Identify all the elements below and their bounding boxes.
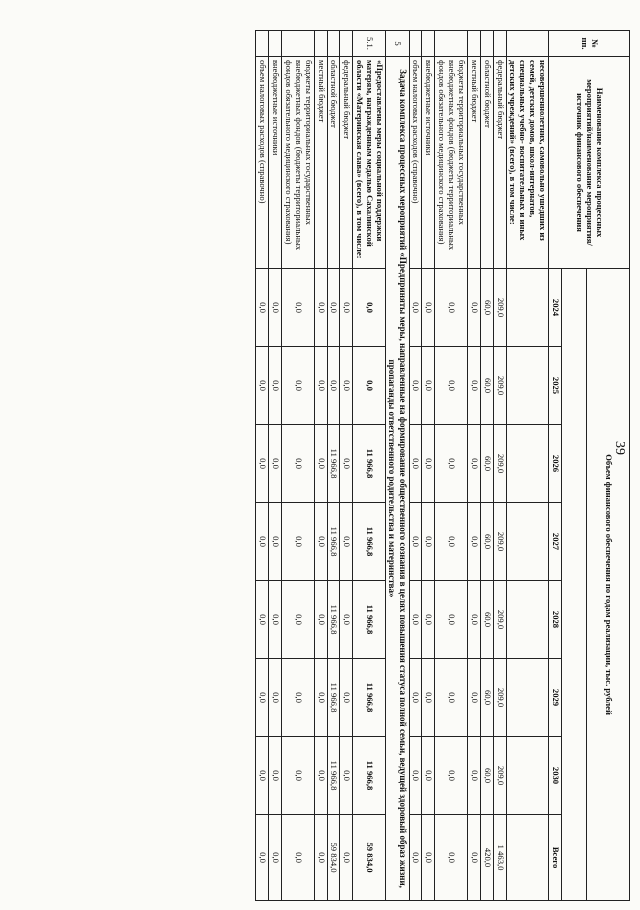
value-cell: 0,0 — [314, 503, 327, 581]
header-name: Наименование комплекса процессных мероприятий/наименование мероприятия/ источник финансового обеспечения — [549, 57, 630, 269]
row-name: объем налоговых расходов (справочно) — [409, 57, 422, 269]
value-cell: 0,0 — [422, 737, 435, 815]
value-cell — [506, 269, 549, 347]
table-row — [435, 31, 468, 901]
table-row — [353, 31, 386, 901]
table-row — [409, 31, 422, 901]
row-name: объем налоговых расходов (справочно) — [256, 57, 269, 269]
year-header: 2029 — [549, 659, 562, 737]
total-header: Всего — [549, 815, 562, 901]
row-num — [493, 31, 506, 57]
value-cell: 11 966,8 — [353, 659, 386, 737]
value-cell: 1 463,0 — [493, 815, 506, 901]
value-cell: 0,0 — [435, 737, 468, 815]
value-cell: 60,0 — [480, 503, 493, 581]
value-cell — [506, 503, 549, 581]
value-cell: 0,0 — [282, 581, 315, 659]
value-cell: 0,0 — [314, 269, 327, 347]
value-cell: 0,0 — [340, 425, 353, 503]
value-cell: 0,0 — [256, 269, 269, 347]
value-cell: 0,0 — [435, 347, 468, 425]
value-cell: 0,0 — [468, 659, 481, 737]
task-text: Задача комплекса процессных мероприятий «Предприняты меры, направленные на формирование общественного сознания в целях повышения статуса полной семьи, ведущей здоровый образ жизни, пропаганды ответственного родительства и материнства» — [385, 57, 409, 901]
value-cell: 0,0 — [353, 347, 386, 425]
value-cell: 0,0 — [435, 503, 468, 581]
table-row — [269, 31, 282, 901]
value-cell: 60,0 — [480, 425, 493, 503]
value-cell: 0,0 — [327, 347, 340, 425]
value-cell: 0,0 — [435, 269, 468, 347]
value-cell: 209,0 — [493, 503, 506, 581]
value-cell: 11 966,8 — [353, 737, 386, 815]
value-cell: 0,0 — [256, 581, 269, 659]
value-cell: 11 966,8 — [353, 503, 386, 581]
value-cell: 0,0 — [282, 269, 315, 347]
row-name: областной бюджет — [327, 57, 340, 269]
table-row — [256, 31, 269, 901]
year-header: 2027 — [549, 503, 562, 581]
value-cell: 60,0 — [480, 347, 493, 425]
header-num: № пп. — [549, 31, 630, 57]
table-row — [480, 31, 493, 901]
value-cell: 0,0 — [340, 815, 353, 901]
table-row — [468, 31, 481, 901]
value-cell: 0,0 — [340, 581, 353, 659]
task-num: 5 — [385, 31, 409, 57]
row-name: бюджеты территориальных государственных внебюджетных фондов (бюджеты территориальных фондов обязательного медицинского страхования) — [282, 57, 315, 269]
value-cell: 0,0 — [256, 425, 269, 503]
value-cell: 0,0 — [256, 659, 269, 737]
page-number: 39 — [612, 441, 627, 455]
value-cell: 11 966,8 — [327, 503, 340, 581]
value-cell: 0,0 — [435, 815, 468, 901]
table-row — [422, 31, 435, 901]
table-row — [340, 31, 353, 901]
value-cell: 60,0 — [480, 737, 493, 815]
value-cell: 11 966,8 — [353, 581, 386, 659]
row-name: внебюджетные источники — [422, 57, 435, 269]
value-cell: 0,0 — [435, 659, 468, 737]
value-cell — [506, 347, 549, 425]
value-cell: 59 834,0 — [353, 815, 386, 901]
table-header — [549, 31, 630, 901]
value-cell: 0,0 — [282, 425, 315, 503]
row-num — [327, 31, 340, 57]
value-cell: 0,0 — [409, 347, 422, 425]
value-cell: 0,0 — [314, 659, 327, 737]
year-header: 2028 — [549, 581, 562, 659]
value-cell: 0,0 — [282, 503, 315, 581]
row-name: местный бюджет — [468, 57, 481, 269]
rotated-page — [35, 30, 630, 900]
value-cell: 209,0 — [493, 581, 506, 659]
value-cell: 11 966,8 — [327, 659, 340, 737]
value-cell: 0,0 — [435, 425, 468, 503]
value-cell: 60,0 — [480, 659, 493, 737]
row-name: бюджеты территориальных государственных внебюджетных фондов (бюджеты территориальных фондов обязательного медицинского страхования) — [435, 57, 468, 269]
value-cell: 0,0 — [269, 815, 282, 901]
value-cell: 0,0 — [282, 815, 315, 901]
value-cell: 0,0 — [327, 269, 340, 347]
row-num — [282, 31, 315, 57]
value-cell: 59 834,0 — [327, 815, 340, 901]
value-cell: 209,0 — [493, 269, 506, 347]
value-cell: 0,0 — [409, 737, 422, 815]
table-row — [314, 31, 327, 901]
value-cell: 0,0 — [340, 737, 353, 815]
value-cell: 0,0 — [340, 659, 353, 737]
row-num: 5.1. — [353, 31, 386, 57]
value-cell: 0,0 — [468, 269, 481, 347]
value-cell: 0,0 — [256, 503, 269, 581]
value-cell — [506, 815, 549, 901]
header-finance: Объем финансового обеспечения по годам реализации, тыс. рублей — [587, 269, 630, 901]
value-cell: 0,0 — [256, 815, 269, 901]
year-header: 2025 — [549, 347, 562, 425]
value-cell: 0,0 — [282, 737, 315, 815]
value-cell: 0,0 — [409, 581, 422, 659]
value-cell: 0,0 — [282, 347, 315, 425]
value-cell: 0,0 — [269, 269, 282, 347]
row-name: федеральный бюджет — [340, 57, 353, 269]
value-cell: 209,0 — [493, 347, 506, 425]
value-cell: 0,0 — [340, 347, 353, 425]
row-name: федеральный бюджет — [493, 57, 506, 269]
value-cell: 0,0 — [435, 581, 468, 659]
value-cell: 0,0 — [314, 737, 327, 815]
value-cell: 0,0 — [269, 503, 282, 581]
value-cell: 0,0 — [422, 815, 435, 901]
value-cell: 0,0 — [409, 425, 422, 503]
value-cell: 209,0 — [493, 737, 506, 815]
row-name: внебюджетные источники — [269, 57, 282, 269]
table-body-2 — [256, 31, 386, 901]
value-cell: 209,0 — [493, 659, 506, 737]
year-header: 2024 — [549, 269, 562, 347]
value-cell: 11 966,8 — [327, 581, 340, 659]
value-cell: 0,0 — [409, 815, 422, 901]
value-cell — [506, 581, 549, 659]
row-name: областной бюджет — [480, 57, 493, 269]
value-cell: 0,0 — [422, 503, 435, 581]
task-row — [385, 31, 409, 901]
value-cell: 0,0 — [468, 737, 481, 815]
value-cell: 0,0 — [340, 503, 353, 581]
value-cell: 11 966,8 — [327, 425, 340, 503]
value-cell: 11 966,8 — [353, 425, 386, 503]
value-cell — [506, 425, 549, 503]
value-cell: 0,0 — [269, 659, 282, 737]
row-num — [340, 31, 353, 57]
value-cell: 0,0 — [340, 269, 353, 347]
row-name: несовершеннолетних, самовольно ушедших из семей, детских домов, школ-интернатов, специальных учебно- воспитательных и иных детских учреждений» (всего), в том числе: — [506, 57, 549, 269]
value-cell: 0,0 — [269, 425, 282, 503]
value-cell: 0,0 — [422, 581, 435, 659]
value-cell: 0,0 — [422, 659, 435, 737]
table-row — [493, 31, 506, 901]
table-body-1 — [409, 31, 549, 901]
table-row — [506, 31, 549, 901]
value-cell: 0,0 — [468, 815, 481, 901]
value-cell: 0,0 — [314, 581, 327, 659]
value-cell: 0,0 — [409, 269, 422, 347]
row-num — [480, 31, 493, 57]
value-cell: 0,0 — [256, 737, 269, 815]
value-cell — [506, 737, 549, 815]
year-header: 2026 — [549, 425, 562, 503]
row-name: местный бюджет — [314, 57, 327, 269]
value-cell: 0,0 — [269, 737, 282, 815]
value-cell — [506, 659, 549, 737]
row-num — [409, 31, 422, 57]
value-cell: 0,0 — [409, 659, 422, 737]
value-cell: 209,0 — [493, 425, 506, 503]
table-row — [282, 31, 315, 901]
value-cell: 60,0 — [480, 581, 493, 659]
value-cell: 0,0 — [269, 581, 282, 659]
value-cell: 0,0 — [256, 347, 269, 425]
value-cell: 0,0 — [468, 425, 481, 503]
value-cell: 0,0 — [422, 425, 435, 503]
year-header: 2030 — [549, 737, 562, 815]
task-section — [385, 31, 409, 901]
row-num — [506, 31, 549, 57]
row-num — [314, 31, 327, 57]
value-cell: 0,0 — [468, 503, 481, 581]
row-num — [468, 31, 481, 57]
value-cell: 0,0 — [353, 269, 386, 347]
value-cell: 0,0 — [422, 269, 435, 347]
value-cell: 0,0 — [282, 659, 315, 737]
value-cell: 0,0 — [314, 815, 327, 901]
table-row — [327, 31, 340, 901]
value-cell: 0,0 — [314, 347, 327, 425]
value-cell: 0,0 — [269, 347, 282, 425]
value-cell: 420,0 — [480, 815, 493, 901]
row-num — [435, 31, 468, 57]
value-cell: 60,0 — [480, 269, 493, 347]
row-num — [256, 31, 269, 57]
value-cell: 0,0 — [468, 581, 481, 659]
value-cell: 0,0 — [468, 347, 481, 425]
row-num — [269, 31, 282, 57]
row-name: «Предоставлены меры социальной поддержки матерям, награжденным медалью Сахалинской области «Материнская слава» (всего), в том числе: — [353, 57, 386, 269]
value-cell: 0,0 — [422, 347, 435, 425]
value-cell: 0,0 — [314, 425, 327, 503]
value-cell: 11 966,8 — [327, 737, 340, 815]
value-cell: 0,0 — [409, 503, 422, 581]
row-num — [422, 31, 435, 57]
finance-table — [255, 30, 630, 901]
